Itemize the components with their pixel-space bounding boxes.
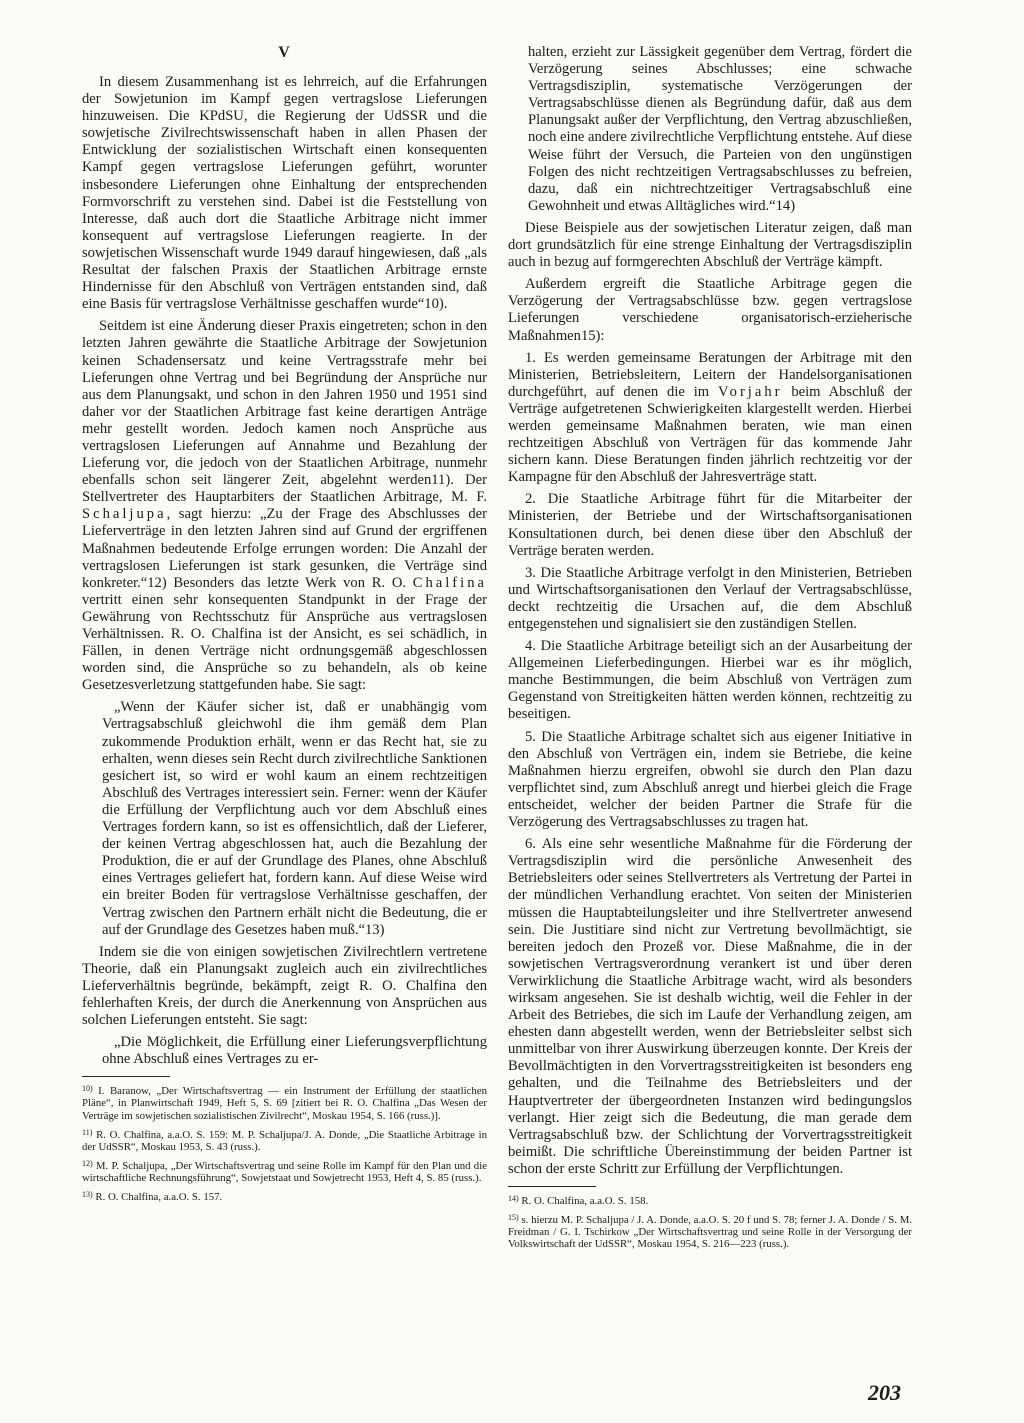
footnote-12 bbox=[82, 1158, 487, 1184]
page-number: 203 bbox=[868, 1380, 901, 1405]
spaced-name-chalfina: Chalfina bbox=[412, 574, 487, 591]
list-item-5: 5. Die Staatliche Arbitrage schaltet sich aus eigener Initiative in den Abschluß von Verträgen ein, indem sie Betriebe, die keine Maßnahmen hierzu ergreifen, obwohl sie durch den Plan dazu verpflichtet sind, zum Abschluß anregt und hierbei gleich die Frage entscheidet, welcher der beiden Partner die Strafe für die Verzögerung des Vertragsabschlusses zu tragen hat. bbox=[508, 728, 912, 831]
paragraph-2 bbox=[82, 318, 487, 694]
list-item-1 bbox=[508, 350, 912, 487]
left-column bbox=[82, 44, 487, 1208]
block-quote-1: „Wenn der Käufer sicher ist, daß er unabhängig vom Vertragsabschluß gleichwohl die ihm gemäß dem Plan zukommende Produktion erhält, wenn er das Recht hat, sie zu erhalten, wenn dieses sein Recht durch zivilrechtliche Sanktionen gesichert ist, so wird er wohl kaum an einem rechtzeitigen Abschluß des Vertrages interessiert sein. Ferner: wenn der Käufer die Erfüllung der Verpflichtung auch vor dem Abschluß eines Vertrages fordern kann, so ist es offensichtlich, daß der Lieferer, der keinen Vertrag abgeschlossen hat, auch die Bezahlung der Produktion, die er auf der Grundlage des Planes, ohne Abschluß eines Vertrages geliefert hat, fordern kann. Auf diese Weise wird ein breiter Boden für vertragslose Verhältnisse geschaffen, der Vertrag zwischen den Partnern erhält nicht die Bedeutung, die er auf der Grundlage des Gesetzes haben muß.“13) bbox=[102, 699, 487, 938]
paragraph-2-part-c: vertritt einen sehr konsequenten Standpunkt in der Frage der Gewährung von Rechtsschutz für Ansprüche aus vertragslosen Verhältnissen. R. O. Chalfina ist der Ansicht, es sei schädlich, in Fällen, in denen Verträge nicht ordnungsgemäß abgeschlossen worden sind, die Ansprüche so zu behandeln, als ob keine Gesetzesverletzung stattgefunden habe. Sie sagt: bbox=[82, 591, 487, 694]
block-quote-2-continued: halten, erzieht zur Lässigkeit gegenüber dem Vertrag, fördert die Verzögerung seines Abschlusses; eine schwache Vertragsdisziplin, systematische Verzögerungen der Vertragsabschlüsse dienen als Begründung dafür, daß aus dem Planungsakt außer der Verpflichtung, den Vertrag abzuschließen, noch eine andere zivilrechtliche Verpflichtung entstehe. Auf diese Weise führt der Versuch, die Parteien von den ungünstigen Folgen des nicht rechtzeitigen Vertragsabschlusses zu befreien, dazu, daß ein nichtrechtzeitiger Vertragsabschluß eine Gewohnheit und etwas Alltägliches wird.“14) bbox=[528, 44, 912, 214]
paragraph-2-part-b: , sagt hierzu: „Zu der Frage des Abschlusses der Lieferverträge in den letzten Jahren sind auf Grund der ergriffenen Maßnahmen bedeutende Erfolge errungen worden: Die Anzahl der vertragslosen Lieferungen ist stark gesunken, die Verträge sind konkreter.“12) Besonders das letzte Werk von R. O. bbox=[82, 506, 487, 591]
section-heading: V bbox=[278, 44, 291, 61]
footnote-text: R. O. Chalfina, a.a.O. S. 157. bbox=[95, 1191, 223, 1203]
footnote-mark: 12) bbox=[82, 1158, 93, 1168]
footnote-text: R. O. Chalfina, a.a.O. S. 158. bbox=[521, 1195, 649, 1207]
footnote-text: I. Baranow, „Der Wirtschaftsvertrag — ein Instrument der Erfüllung der staatlichen Pläne“, in Planwirtschaft 1949, Heft 5, S. 69 [zitiert bei R. O. Chalfina „Das Wesen der Verträge im sowjetischen sozialistischen Zivilrecht“, Moskau 1954, S. 166 (russ.)]. bbox=[82, 1085, 487, 1122]
spaced-word-vorjahr: Vorjahr bbox=[717, 383, 783, 400]
footnote-10 bbox=[82, 1083, 487, 1121]
left-footnotes bbox=[82, 1083, 487, 1203]
footnote-mark: 10) bbox=[82, 1084, 93, 1094]
footnote-15 bbox=[508, 1212, 912, 1250]
right-footnotes bbox=[508, 1193, 912, 1250]
list-item-3: 3. Die Staatliche Arbitrage verfolgt in den Ministerien, Betrieben und Wirtschaftsorganisationen den Verlauf der Vertragsabschlüsse, deckt rechtzeitig die Ursachen auf, die dem Abschluß entgegenstehen und signalisiert sie den zuständigen Stellen. bbox=[508, 564, 912, 632]
footnote-text: M. P. Schaljupa, „Der Wirtschaftsvertrag und seine Rolle im Kampf für den Plan und die wirtschaftliche Rechnungsführung“, Sowjetstaat und Sowjetrecht 1953, Heft 4, S. 85 (russ.). bbox=[82, 1159, 488, 1184]
list-item-4: 4. Die Staatliche Arbitrage beteiligt sich an der Ausarbeitung der Allgemeinen Lieferbedingungen. Hierbei war es ihr möglich, manche Bestimmungen, die beim Abschluß von Verträgen zum Gegenstand von Streitigkeiten hätten werden können, rechtzeitig zu beseitigen. bbox=[508, 638, 912, 723]
footnote-divider bbox=[82, 1076, 170, 1077]
block-quote-2: „Die Möglichkeit, die Erfüllung einer Lieferungsverpflichtung ohne Abschluß eines Vertrages zu er- bbox=[102, 1034, 487, 1068]
spaced-name-schaljupa: Schaljupa bbox=[82, 506, 167, 523]
list-item-2: 2. Die Staatliche Arbitrage führt für die Mitarbeiter der Ministerien, der Betriebe und der Wirtschaftsorganisationen Konsultationen durch, bei denen diese über den Abschluß der Verträge beraten werden. bbox=[508, 491, 912, 559]
footnote-mark: 11) bbox=[82, 1127, 93, 1137]
list-item-1-part-a: 1. Es werden gemeinsame Beratungen der Arbitrage mit den Ministerien, Betriebsleitern, Leitern der Handelsorganisationen durchgeführt, auf denen die im bbox=[508, 349, 912, 400]
footnote-divider bbox=[508, 1186, 596, 1187]
footnote-mark: 14) bbox=[508, 1194, 519, 1203]
footnote-text: R. O. Chalfina, a.a.O. S. 159: M. P. Schaljupa/J. A. Donde, „Die Staatliche Arbitrage in der UdSSR“, Moskau 1953, S. 43 (russ.). bbox=[82, 1128, 488, 1153]
footnote-mark: 13) bbox=[82, 1190, 93, 1199]
footnote-text: s. hierzu M. P. Schaljupa / J. A. Donde, a.a.O. S. 20 f und S. 78; ferner J. A. Donde / S. M. Freidman / G. I. Tschirkow „Der Wirtschaftsvertrag und seine Rolle in der Versorgung der Volkswirtschaft der UdSSR“, Moskau 1954, S. 216—223 (russ.). bbox=[508, 1214, 912, 1251]
paragraph-3: Indem sie die von einigen sowjetischen Zivilrechtlern vertretene Theorie, daß ein Planungsakt zugleich auch ein zivilrechtliches Lieferverhältnis begründe, bekämpft, zeigt R. O. Chalfina den fehlerhaften Kreis, der durch die Anerkennung von Ansprüchen aus solchen Lieferungen entsteht. Sie sagt: bbox=[82, 943, 487, 1029]
footnote-13 bbox=[82, 1189, 487, 1203]
paragraph-4: Diese Beispiele aus der sowjetischen Literatur zeigen, daß man dort grundsätzlich für eine strenge Einhaltung der Vertragsdisziplin auch in bezug auf formgerechten Abschluß der Verträge kämpft. bbox=[508, 219, 912, 271]
footnote-mark: 15) bbox=[508, 1213, 519, 1223]
paragraph-5: Außerdem ergreift die Staatliche Arbitrage gegen die Verzögerung der Vertragsabschlüsse bzw. gegen vertragslose Lieferungen verschiedene organisatorisch-erzieherische Maßnahmen15): bbox=[508, 276, 912, 344]
list-item-1-part-b: beim Abschluß der Verträge aufgetretenen Schwierigkeiten klargestellt werden. Hierbei werden gemeinsame Maßnahmen beraten, wie man einen rechtzeitigen Abschluß von Verträgen für das kommende Jahr sichern kann. Diese Beratungen finden jährlich rechtzeitig vor der Kampagne für den Abschluß der Jahresverträge statt. bbox=[508, 383, 912, 486]
footnote-11 bbox=[82, 1127, 487, 1153]
right-body-text bbox=[508, 44, 912, 1178]
right-column bbox=[508, 44, 912, 1255]
paragraph-2-part-a: Seitdem ist eine Änderung dieser Praxis eingetreten; schon in den letzten Jahren gewährte die Staatliche Arbitrage der Sowjetunion keinen Schadensersatz und keine Vertragsstrafe mehr bei Lieferungen ohne Vertrag und bei Begründung der Ansprüche nur aus dem Planungsakt, und schon in den Jahren 1950 und 1951 sind daher vor der Staatlichen Arbitrage fast keine derartigen Anträge mehr gestellt worden. Jedoch kamen noch Ansprüche aus vertragslosen Lieferungen auf Annahme und Bezahlung der Lieferung vor, die jedoch von der Staatlichen Arbitrage, nunmehr ebenfalls schon seit längerer Zeit, abgelehnt werden11). Der Stellvertreter des Hauptarbiters der Staatlichen Arbitrage, M. F. bbox=[82, 318, 487, 506]
footnote-14 bbox=[508, 1193, 912, 1207]
left-body-text bbox=[82, 74, 487, 1068]
paragraph-1: In diesem Zusammenhang ist es lehrreich, auf die Erfahrungen der Sowjetunion im Kampf gegen vertragslose Lieferungen hinzuweisen. Die KPdSU, die Regierung der UdSSR und die sowjetische Zivilrechtswissenschaft haben in allen Phasen der Entwicklung der sozialistischen Wirtschaft einen konsequenten Kampf gegen vertragslose Lieferungen geführt, worunter insbesondere Lieferungen ohne Einhaltung der entsprechenden Formvorschrift zu verstehen sind. Dabei ist die Feststellung von Interesse, daß auch dort die Staatliche Arbitrage nicht immer konsequent auf vertragslose Lieferungen reagierte. In der sowjetischen Wissenschaft wurde 1949 darauf hingewiesen, daß „als Resultat der falschen Praxis der Staatlichen Arbitrage ernste Hindernisse für den Abschluß von Verträgen entstanden sind, daß eine Basis für vertragslose Verhältnisse geschaffen wurde“10). bbox=[82, 74, 487, 313]
list-item-6: 6. Als eine sehr wesentliche Maßnahme für die Förderung der Vertragsdisziplin wird die persönliche Anwesenheit des Betriebsleiters oder seines Stellvertreters als Vertretung der Partei in der mündlichen Verhandlung erachtet. Von seiten der Ministerien müssen die Hauptabteilungsleiter und ihre Stellvertreter anwesend sein. Die Justitiare sind nicht zur Vertretung bevollmächtigt, sie bereiten jedoch den Prozeß vor. Diese Maßnahme, die in der sowjetischen Vertragsverordnung verankert ist und über deren Verwirklichung die Staatliche Arbitrage wacht, wird als besonders wirksam angesehen. Sie ist deshalb wichtig, weil die Fehler in der Arbeit des Betriebes, die sich im Laufe der Verhandlung zeigen, am ehesten dann abgestellt werden, wenn der Betriebsleiter selbst sich unmittelbar von ihrer Auswirkung überzeugen konnte. Der Kreis der Bevollmächtigten in den Vorvertragsstreitigkeiten ist besonders eng gehalten, und die Teilnahme des Betriebsleiters und der Hauptvertreter der übergeordneten Instanzen wird bedingungslos verlangt. Hier zeigt sich die Bedeutung, die man gerade dem Vertragsabschluß bzw. der Schlichtung der Vorvertragsstreitigkeit beimißt. Die schriftliche Übereinstimmung der beiden Partner ist schon der erste Schritt zur Erfüllung der Verpflichtungen. bbox=[508, 836, 912, 1177]
